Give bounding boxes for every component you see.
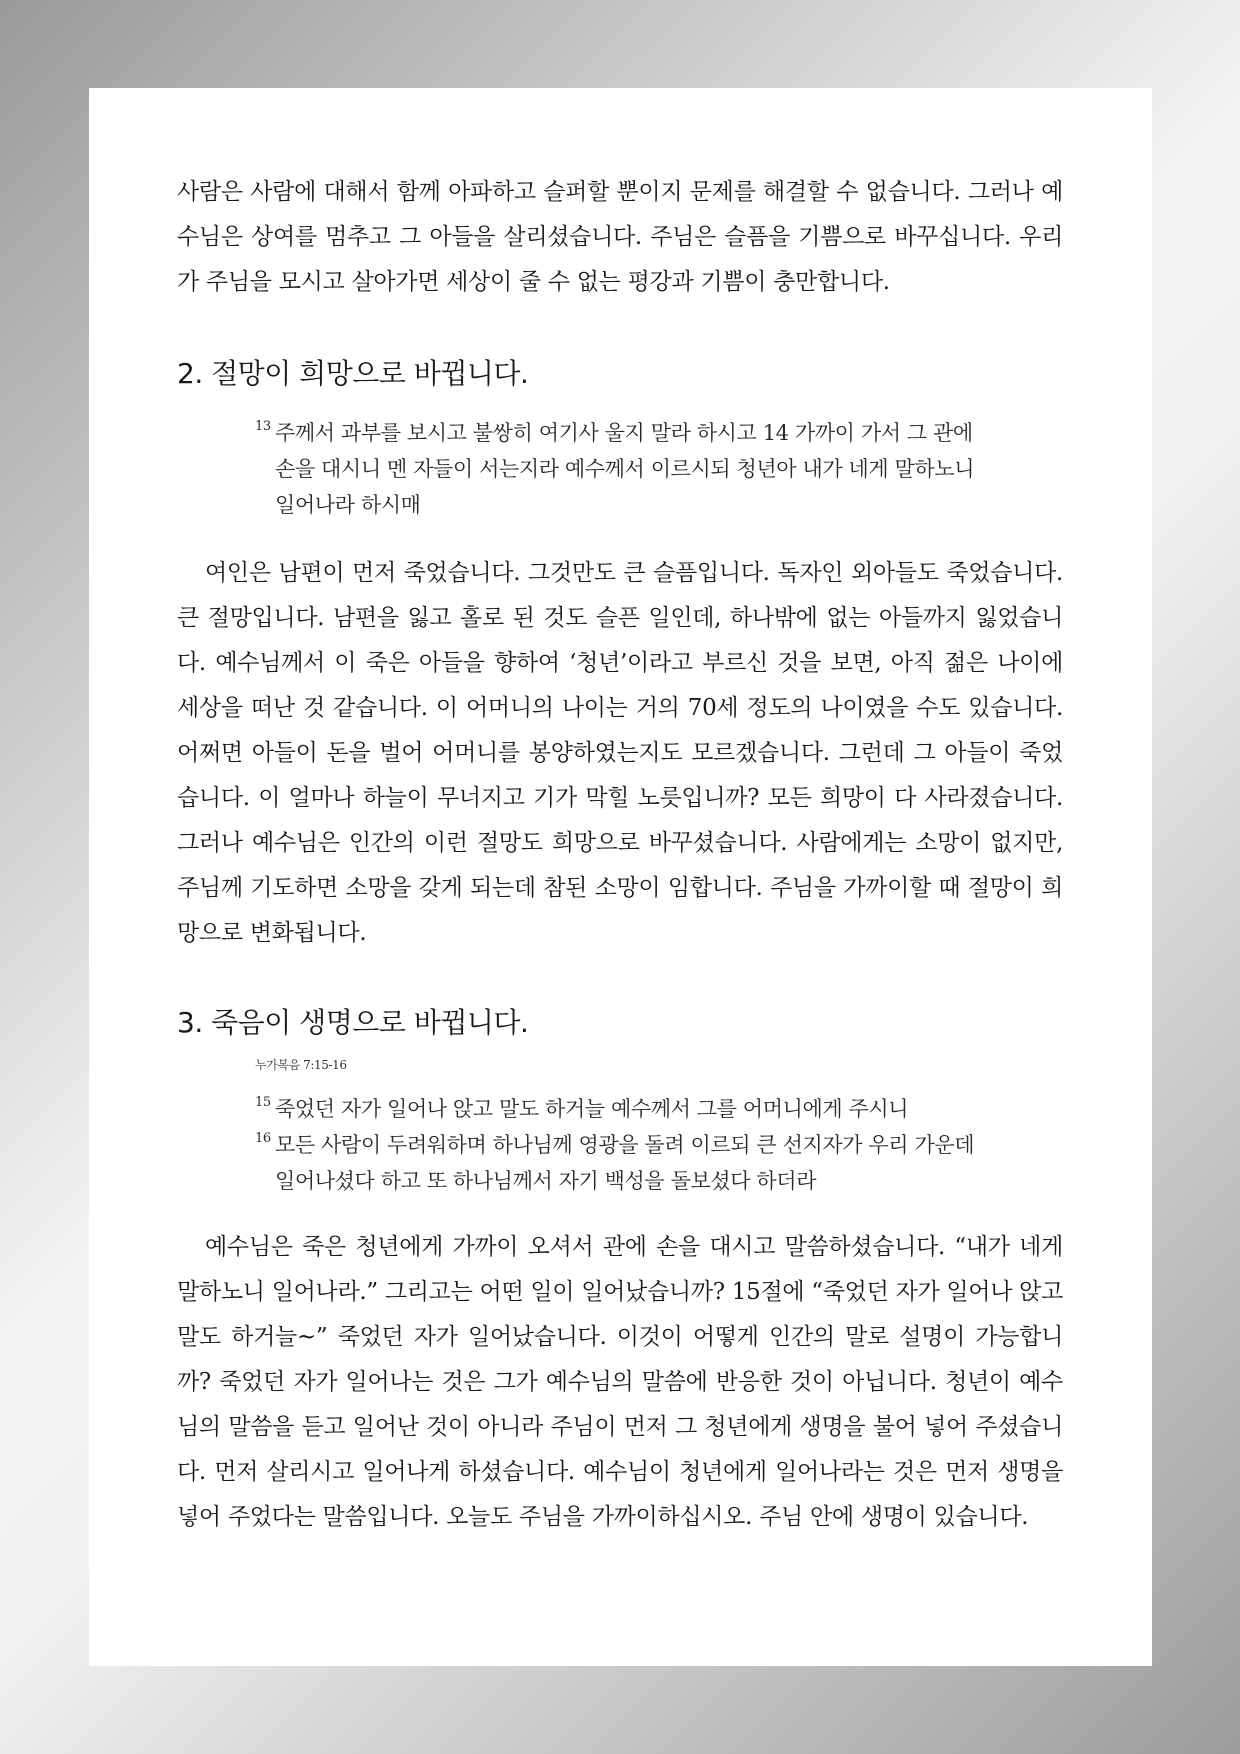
scripture-quote-15-16 xyxy=(255,1057,991,1199)
verse-text: 죽었던 자가 일어나 앉고 말도 하거늘 예수께서 그를 어머니에게 주시니 xyxy=(275,1097,909,1121)
scripture-reference: 누가복음 7:15-16 xyxy=(255,1058,347,1072)
section-heading-2: 2. 절망이 희망으로 바뀝니다. xyxy=(177,357,529,390)
section-heading-3: 3. 죽음이 생명으로 바뀝니다. xyxy=(177,1006,529,1039)
verse-number: 15 xyxy=(255,1095,271,1110)
body-paragraph-1: 사람은 사람에 대해서 함께 아파하고 슬퍼할 뿐이지 문제를 해결할 수 없습니다. 그러나 예수님은 상여를 멈추고 그 아들을 살리셨습니다. 주님은 슬픔을 기쁨으로 바꾸십니다. 우리가 주님을 모시고 살아가면 세상이 줄 수 없는 평강과 기쁨이 충만합니다. xyxy=(177,179,1063,295)
scripture-quote-13-14 xyxy=(255,415,991,523)
verse-13 xyxy=(255,415,991,523)
body-paragraph-3: 예수님은 죽은 청년에게 가까이 오셔서 관에 손을 대시고 말씀하셨습니다. “내가 네게 말하노니 일어나라.” 그리고는 어떤 일이 일어났습니까? 15절에 “죽었던 자가 일어나 앉고 말도 하거늘~” 죽었던 자가 일어났습니다. 이것이 어떻게 인간의 말로 설명이 가능합니까? 죽었던 자가 일어나는 것은 그가 예수님의 말씀에 반응한 것이 아닙니다. 청년이 예수님의 말씀을 듣고 일어난 것이 아니라 주님이 먼저 그 청년에게 생명을 불어 넣어 주셨습니다. 먼저 살리시고 일어나게 하셨습니다. 예수님이 청년에게 일어나라는 것은 먼저 생명을 넣어 주었다는 말씀입니다. 오늘도 주님을 가까이하십시오. 주님 안에 생명이 있습니다. xyxy=(177,1234,1063,1530)
verse-number: 16 xyxy=(255,1131,271,1146)
verse-number: 13 xyxy=(255,419,271,434)
document-page xyxy=(89,88,1152,1666)
verse-text: 주께서 과부를 보시고 불쌍히 여기사 울지 말라 하시고 14 가까이 가서 그 관에 손을 대시니 멘 자들이 서는지라 예수께서 이르시되 청년아 내가 네게 말하노니 일어나라 하시매 xyxy=(275,421,975,517)
verse-15 xyxy=(255,1091,991,1127)
verse-text: 모든 사람이 두려워하며 하나님께 영광을 돌려 이르되 큰 선지자가 우리 가운데 일어나셨다 하고 또 하나님께서 자기 백성을 돌보셨다 하더라 xyxy=(275,1133,975,1193)
body-paragraph-2: 여인은 남편이 먼저 죽었습니다. 그것만도 큰 슬픔입니다. 독자인 외아들도 죽었습니다. 큰 절망입니다. 남편을 잃고 홀로 된 것도 슬픈 일인데, 하나밖에 없는 아들까지 잃었습니다. 예수님께서 이 죽은 아들을 향하여 ‘청년’이라고 부르신 것을 보면, 아직 젊은 나이에 세상을 떠난 것 같습니다. 이 어머니의 나이는 거의 70세 정도의 나이였을 수도 있습니다. 어쩌면 아들이 돈을 벌어 어머니를 봉양하였는지도 모르겠습니다. 그런데 그 아들이 죽었습니다. 이 얼마나 하늘이 무너지고 기가 막힐 노릇입니까? 모든 희망이 다 사라졌습니다. 그러나 예수님은 인간의 이런 절망도 희망으로 바꾸셨습니다. 사람에게는 소망이 없지만, 주님께 기도하면 소망을 갖게 되는데 참된 소망이 임합니다. 주님을 가까이할 때 절망이 희망으로 변화됩니다. xyxy=(177,560,1063,946)
verse-16 xyxy=(255,1127,991,1199)
page-content xyxy=(177,170,1063,1540)
